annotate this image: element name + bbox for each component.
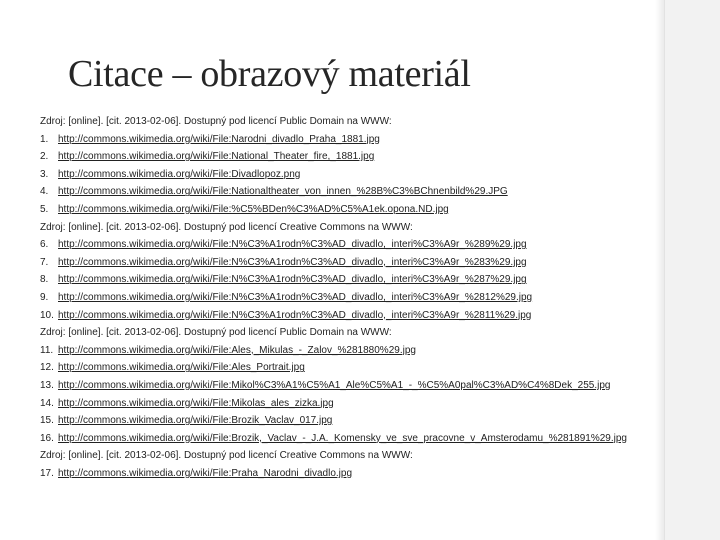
citation-number: 1. [40, 133, 49, 145]
citation-number: 13. [40, 379, 54, 391]
citation-item [40, 395, 700, 413]
citation-number: 6. [40, 239, 49, 251]
citation-link[interactable]: http://commons.wikimedia.org/wiki/File:%C5%BDen%C3%AD%C5%A1ek.opona.ND.jpg [58, 203, 449, 215]
citation-link[interactable]: http://commons.wikimedia.org/wiki/File:N%C3%A1rodn%C3%AD_divadlo,_interi%C3%A9r_%287%29.jpg [58, 274, 527, 286]
citation-item [40, 307, 700, 325]
citation-item [40, 412, 700, 430]
citation-item [40, 377, 700, 395]
citation-link[interactable]: http://commons.wikimedia.org/wiki/File:Divadlopoz.png [58, 168, 301, 180]
citation-link[interactable]: http://commons.wikimedia.org/wiki/File:Ales_Portrait.jpg [58, 362, 305, 374]
citation-link[interactable]: http://commons.wikimedia.org/wiki/File:Praha_Narodni_divadlo.jpg [58, 467, 353, 479]
citation-item [40, 131, 700, 149]
citation-number: 11. [40, 344, 54, 356]
citation-link[interactable]: http://commons.wikimedia.org/wiki/File:N%C3%A1rodn%C3%AD_divadlo,_interi%C3%A9r_%2811%29.jpg [58, 309, 532, 321]
source-line: Zdroj: [online]. [cit. 2013-02-06]. Dostupný pod licencí Creative Commons na WWW: [40, 450, 413, 462]
citation-item [40, 254, 700, 272]
citation-number: 7. [40, 256, 49, 268]
citation-number: 12. [40, 362, 54, 374]
citation-link[interactable]: http://commons.wikimedia.org/wiki/File:National_Theater_fire,_1881.jpg [58, 151, 375, 163]
citation-link[interactable]: http://commons.wikimedia.org/wiki/File:Ales,_Mikulas_-_Zalov_%281880%29.jpg [58, 344, 416, 356]
citation-list [40, 113, 700, 482]
citation-number: 17. [40, 467, 54, 479]
citation-item [40, 183, 700, 201]
citation-item [40, 236, 700, 254]
citation-link[interactable]: http://commons.wikimedia.org/wiki/File:Narodni_divadlo_Praha_1881.jpg [58, 133, 380, 145]
citation-item [40, 148, 700, 166]
citation-link[interactable]: http://commons.wikimedia.org/wiki/File:Brozik_Vaclav_017.jpg [58, 415, 333, 427]
source-line: Zdroj: [online]. [cit. 2013-02-06]. Dostupný pod licencí Public Domain na WWW: [40, 116, 392, 127]
source-line: Zdroj: [online]. [cit. 2013-02-06]. Dostupný pod licencí Public Domain na WWW: [40, 327, 392, 339]
citation-item [40, 271, 700, 289]
citation-item [40, 166, 700, 184]
citation-link[interactable]: http://commons.wikimedia.org/wiki/File:Nationaltheater_von_innen_%28B%C3%BChnenbild%29.JPG [58, 186, 508, 198]
citation-link[interactable]: http://commons.wikimedia.org/wiki/File:N%C3%A1rodn%C3%AD_divadlo,_interi%C3%A9r_%283%29.jpg [58, 256, 527, 268]
citation-item [40, 201, 700, 219]
source-line: Zdroj: [online]. [cit. 2013-02-06]. Dostupný pod licencí Creative Commons na WWW: [40, 221, 413, 233]
citation-number: 5. [40, 203, 49, 215]
citation-link[interactable]: http://commons.wikimedia.org/wiki/File:N%C3%A1rodn%C3%AD_divadlo,_interi%C3%A9r_%2812%29.jpg [58, 291, 533, 303]
slide-title: Citace – obrazový materiál [68, 53, 471, 95]
citation-number: 10. [40, 309, 54, 321]
citation-number: 16. [40, 432, 54, 444]
citation-item [40, 342, 700, 360]
citation-number: 2. [40, 151, 49, 163]
citation-number: 8. [40, 274, 49, 286]
citation-link[interactable]: http://commons.wikimedia.org/wiki/File:Brozik,_Vaclav_-_J.A._Komensky_ve_sve_pracovne_v_Amsterodamu_%281891%29.jpg [58, 432, 627, 444]
citation-number: 4. [40, 186, 49, 198]
citation-number: 14. [40, 397, 54, 409]
citation-link[interactable]: http://commons.wikimedia.org/wiki/File:Mikol%C3%A1%C5%A1_Ale%C5%A1_-_%C5%A0pal%C3%AD%C4%8Dek_255.jpg [58, 379, 611, 391]
citation-link[interactable]: http://commons.wikimedia.org/wiki/File:N%C3%A1rodn%C3%AD_divadlo,_interi%C3%A9r_%289%29.jpg [58, 239, 527, 251]
citation-item [40, 359, 700, 377]
citation-link[interactable]: http://commons.wikimedia.org/wiki/File:Mikolas_ales_zizka.jpg [58, 397, 334, 409]
citation-number: 3. [40, 168, 49, 180]
citation-item [40, 289, 700, 307]
citation-number: 9. [40, 291, 49, 303]
citation-number: 15. [40, 415, 54, 427]
citation-item [40, 465, 700, 483]
citation-item [40, 430, 700, 448]
